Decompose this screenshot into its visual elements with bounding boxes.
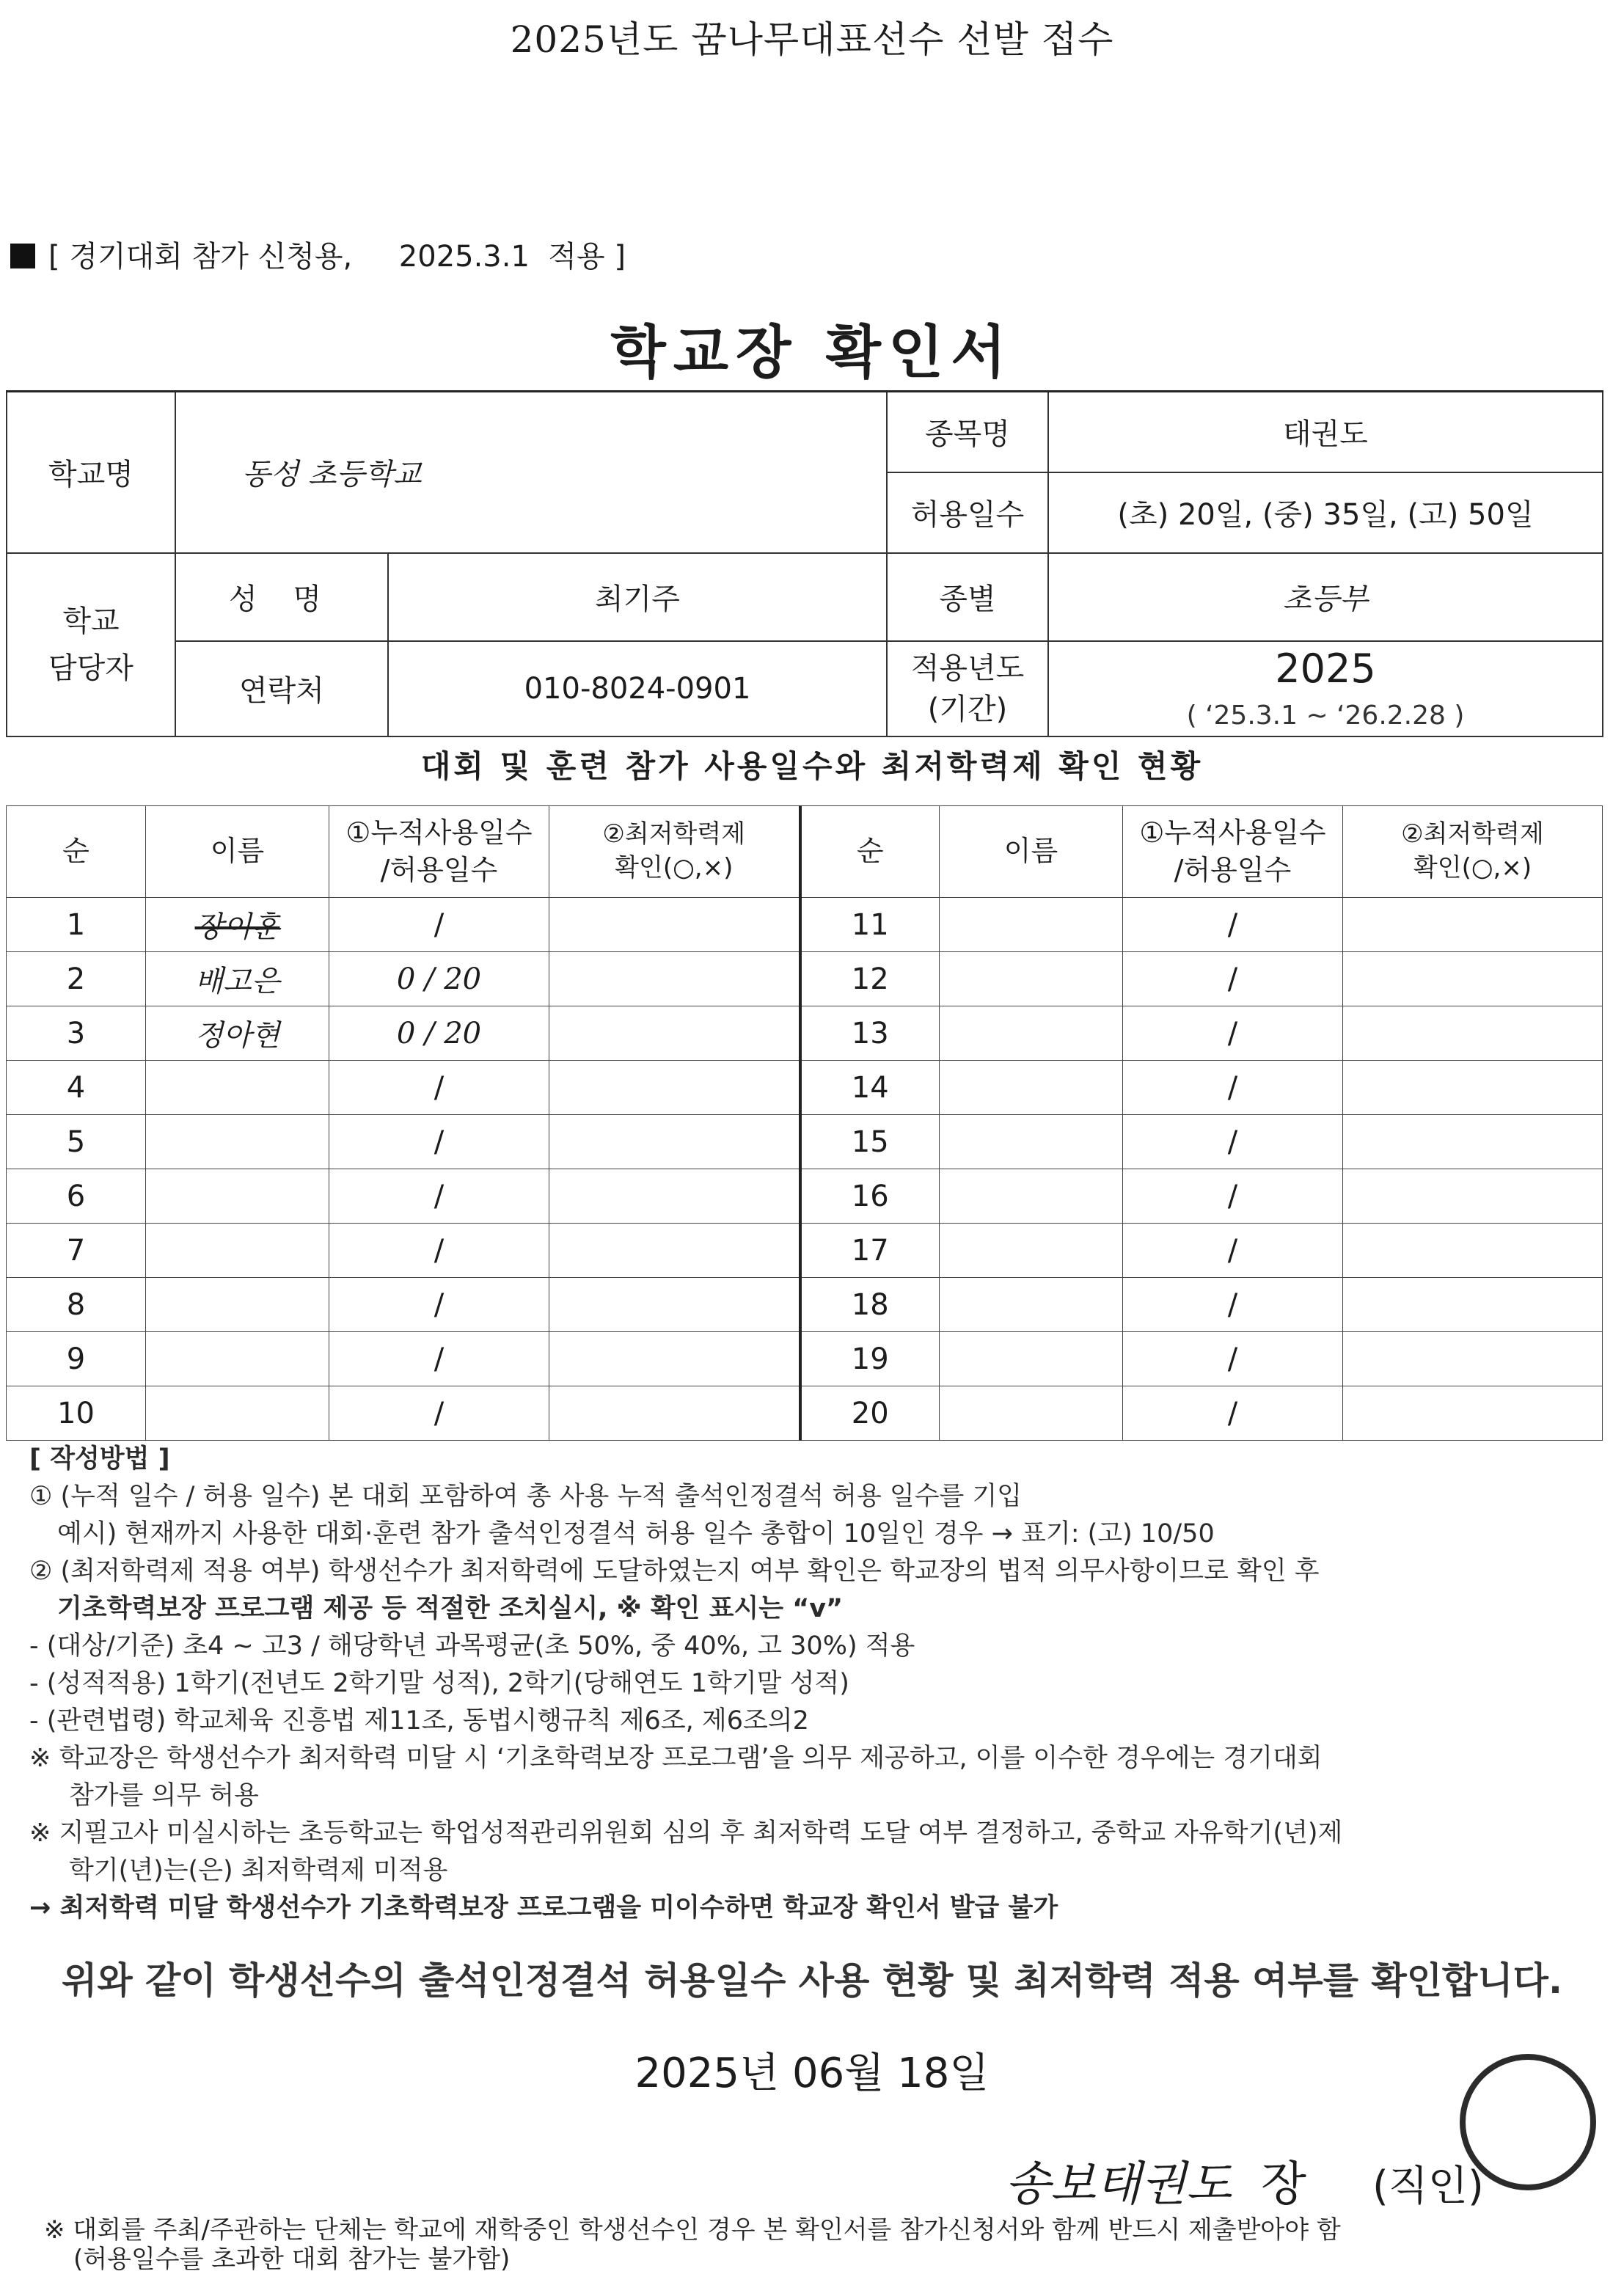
issue-date: 2025년 06월 18일: [634, 2050, 990, 2097]
table-row: [7, 1169, 1603, 1224]
allowed-days-value: (초) 20일, (중) 35일, (고) 50일: [1048, 472, 1603, 553]
header-check: [549, 806, 800, 898]
table-header-row: [7, 806, 1603, 898]
row-name: [940, 1169, 1123, 1224]
row-name: [146, 1115, 329, 1169]
row-check: [1343, 1115, 1603, 1169]
row-days: /: [329, 1061, 549, 1115]
row-check: [1343, 1006, 1603, 1061]
footnote-line2: (허용일수를 초과한 대회 참가는 불가함): [73, 2245, 511, 2274]
row-days: /: [329, 1115, 549, 1169]
row-no: 4: [7, 1061, 146, 1115]
row-days: /: [1123, 1386, 1343, 1441]
row-no: 19: [800, 1332, 940, 1386]
row-no: 9: [7, 1332, 146, 1386]
row-no: 18: [800, 1278, 940, 1332]
row-name: 배고은: [146, 952, 329, 1006]
row-check: [549, 1061, 800, 1115]
row-no: 1: [7, 898, 146, 952]
row-days: /: [1123, 1006, 1343, 1061]
header-no: 순: [7, 806, 146, 898]
signer-title: 장: [1261, 2157, 1306, 2212]
table-row: [7, 1006, 1603, 1061]
table-row: [7, 1278, 1603, 1332]
year-value: 2025: [1275, 646, 1376, 692]
notice-text: [ 경기대회 참가 신청용, 2025.3.1 적용 ]: [48, 240, 626, 274]
row-name: [940, 1115, 1123, 1169]
header-days-line2: /허용일수: [1174, 854, 1292, 886]
row-name: [940, 1386, 1123, 1441]
row-no: 14: [800, 1061, 940, 1115]
instruction-line: - (성적적용) 1학기(전년도 2학기말 성적), 2학기(당해연도 1학기말 성적): [29, 1669, 849, 1698]
row-no: 7: [7, 1224, 146, 1278]
header-days-line1: ①누적사용일수: [345, 816, 533, 849]
row-name: [146, 1332, 329, 1386]
signature-block: [1005, 2146, 1484, 2214]
division-label: 종별: [887, 553, 1048, 641]
header-days-line1: ①누적사용일수: [1139, 816, 1326, 849]
table-row: [7, 1115, 1603, 1169]
row-no: 13: [800, 1006, 940, 1061]
row-days: /: [329, 1332, 549, 1386]
table-row: [7, 1061, 1603, 1115]
row-check: [1343, 1061, 1603, 1115]
row-name: [146, 1061, 329, 1115]
section-title: 대회 및 훈련 참가 사용일수와 최저학력제 확인 현황: [420, 748, 1204, 784]
header-name-right: 이름: [940, 806, 1123, 898]
manager-name-label: 성 명: [175, 553, 388, 641]
row-days: /: [1123, 1061, 1343, 1115]
application-notice: [10, 233, 626, 275]
row-name: [146, 1224, 329, 1278]
year-value-cell: [1048, 641, 1603, 736]
row-check: [549, 1169, 800, 1224]
row-check: [1343, 1224, 1603, 1278]
row-no: 2: [7, 952, 146, 1006]
row-days: /: [329, 1224, 549, 1278]
row-no: 10: [7, 1386, 146, 1441]
manager-label-line1: 학교: [62, 604, 120, 638]
table-row: [7, 952, 1603, 1006]
row-check: [549, 1115, 800, 1169]
row-check: [1343, 1169, 1603, 1224]
row-check: [1343, 1332, 1603, 1386]
row-check: [549, 952, 800, 1006]
participation-table: [6, 805, 1603, 1441]
header-check-right: [1343, 806, 1603, 898]
instruction-line: - (관련법령) 학교체육 진흥법 제11조, 동법시행규칙 제6조, 제6조의2: [29, 1706, 809, 1736]
row-days: 0 / 20: [329, 1006, 549, 1061]
row-days: /: [1123, 898, 1343, 952]
school-info-table: [6, 390, 1603, 737]
instruction-line: → 최저학력 미달 학생선수가 기초학력보장 프로그램을 미이수하면 학교장 확인서 발급 불가: [29, 1893, 1058, 1923]
instruction-line: ① (누적 일수 / 허용 일수) 본 대회 포함하여 총 사용 누적 출석인정결석 허용 일수를 기입: [29, 1482, 1023, 1511]
row-no: 15: [800, 1115, 940, 1169]
instruction-line: - (대상/기준) 초4 ~ 고3 / 해당학년 과목평균(초 50%, 중 40%, 고 30%) 적용: [29, 1631, 915, 1661]
instructions-section: [29, 1441, 1606, 1927]
row-days: /: [1123, 1332, 1343, 1386]
document-title: 학교장 확인서: [610, 320, 1014, 386]
instruction-line: ※ 학교장은 학생선수가 최저학력 미달 시 ‘기초학력보장 프로그램’을 의무 제공하고, 이를 이수한 경우에는 경기대회: [29, 1744, 1323, 1773]
row-no: 16: [800, 1169, 940, 1224]
row-name: [940, 1278, 1123, 1332]
manager-label-line2: 담당자: [48, 651, 133, 685]
instruction-line: ※ 지필고사 미실시하는 초등학교는 학업성적관리위원회 심의 후 최저학력 도달 여부 결정하고, 중학교 자유학기(년)제: [29, 1818, 1343, 1848]
seal-label: (직인): [1372, 2163, 1484, 2210]
row-check: [1343, 1278, 1603, 1332]
row-check: [1343, 898, 1603, 952]
instructions-heading: [ 작성방법 ]: [29, 1444, 170, 1474]
table-row: [7, 1332, 1603, 1386]
header-name: 이름: [146, 806, 329, 898]
row-check: [549, 1006, 800, 1061]
row-name: [146, 1169, 329, 1224]
year-label: [887, 641, 1048, 736]
row-days: /: [1123, 1278, 1343, 1332]
instruction-line: ② (최저학력제 적용 여부) 학생선수가 최저학력에 도달하였는지 여부 확인은 학교장의 법적 의무사항이므로 확인 후: [29, 1557, 1320, 1586]
row-no: 3: [7, 1006, 146, 1061]
row-no: 17: [800, 1224, 940, 1278]
row-check: [549, 1386, 800, 1441]
sport-value: 태권도: [1048, 392, 1603, 472]
division-value: 초등부: [1048, 553, 1603, 641]
header-no-right: 순: [800, 806, 940, 898]
row-name: 장이훈: [146, 898, 329, 952]
school-name-value: 동성 초등학교: [175, 392, 887, 553]
manager-label: [7, 553, 175, 736]
row-no: 5: [7, 1115, 146, 1169]
signer-name: 송보태권도: [1005, 2157, 1232, 2212]
row-no: 12: [800, 952, 940, 1006]
row-no: 20: [800, 1386, 940, 1441]
row-days: /: [1123, 1169, 1343, 1224]
row-days: /: [329, 898, 549, 952]
header-days: [329, 806, 549, 898]
header-check-line2: 확인(○,×): [615, 853, 734, 882]
period-value: ( ‘25.3.1 ~ ‘26.2.28 ): [1186, 700, 1465, 731]
table-row: [7, 1386, 1603, 1441]
allowed-days-label: 허용일수: [887, 472, 1048, 553]
school-name-label: 학교명: [7, 392, 175, 553]
row-no: 6: [7, 1169, 146, 1224]
square-bullet-icon: [10, 244, 35, 268]
row-name: [940, 1332, 1123, 1386]
confirmation-statement: 위와 같이 학생선수의 출석인정결석 허용일수 사용 현황 및 최저학력 적용 여부를 확인합니다.: [62, 1959, 1562, 2002]
row-days: 0 / 20: [329, 952, 549, 1006]
row-days: /: [1123, 952, 1343, 1006]
row-name: [940, 952, 1123, 1006]
instruction-line: 학기(년)는(은) 최저학력제 미적용: [69, 1856, 448, 1885]
header-title: 2025년도 꿈나무대표선수 선발 접수: [510, 18, 1114, 61]
footnote: [44, 2215, 1341, 2274]
contact-value: 010-8024-0901: [388, 641, 887, 736]
year-label-line1: 적용년도: [910, 651, 1025, 685]
row-days: /: [1123, 1115, 1343, 1169]
row-check: [549, 1224, 800, 1278]
row-check: [1343, 952, 1603, 1006]
header-days-right: [1123, 806, 1343, 898]
year-label-line2: (기간): [927, 692, 1008, 726]
footnote-line1: ※ 대회를 주최/주관하는 단체는 학교에 재학중인 학생선수인 경우 본 확인서를 참가신청서와 함께 반드시 제출받아야 함: [44, 2215, 1341, 2245]
row-check: [1343, 1386, 1603, 1441]
sport-label: 종목명: [887, 392, 1048, 472]
row-check: [549, 1278, 800, 1332]
table-row: [7, 898, 1603, 952]
row-days: /: [329, 1386, 549, 1441]
instruction-line: 기초학력보장 프로그램 제공 등 적절한 조치실시, ※ 확인 표시는 “v”: [57, 1594, 844, 1623]
row-name: [940, 1061, 1123, 1115]
official-seal-stamp: [1460, 2054, 1596, 2190]
header-check-line2: 확인(○,×): [1413, 853, 1532, 882]
header-check-line1: ②최저학력제: [1401, 819, 1544, 849]
row-name: [940, 1224, 1123, 1278]
header-days-line2: /허용일수: [380, 854, 498, 886]
row-name: [940, 1006, 1123, 1061]
row-days: /: [1123, 1224, 1343, 1278]
row-days: /: [329, 1278, 549, 1332]
row-name: [146, 1278, 329, 1332]
row-days: /: [329, 1169, 549, 1224]
header-check-line1: ②최저학력제: [602, 819, 746, 849]
instruction-line: 예시) 현재까지 사용한 대회·훈련 참가 출석인정결석 허용 일수 총합이 10일인 경우 → 표기: (고) 10/50: [57, 1519, 1215, 1549]
row-name: [146, 1386, 329, 1441]
table-row: [7, 1224, 1603, 1278]
manager-name-value: 최기주: [388, 553, 887, 641]
row-check: [549, 1332, 800, 1386]
row-check: [549, 898, 800, 952]
row-name: [940, 898, 1123, 952]
row-no: 8: [7, 1278, 146, 1332]
row-name: 정아현: [146, 1006, 329, 1061]
contact-label: 연락처: [175, 641, 388, 736]
instruction-line: 참가를 의무 허용: [69, 1781, 259, 1810]
row-no: 11: [800, 898, 940, 952]
